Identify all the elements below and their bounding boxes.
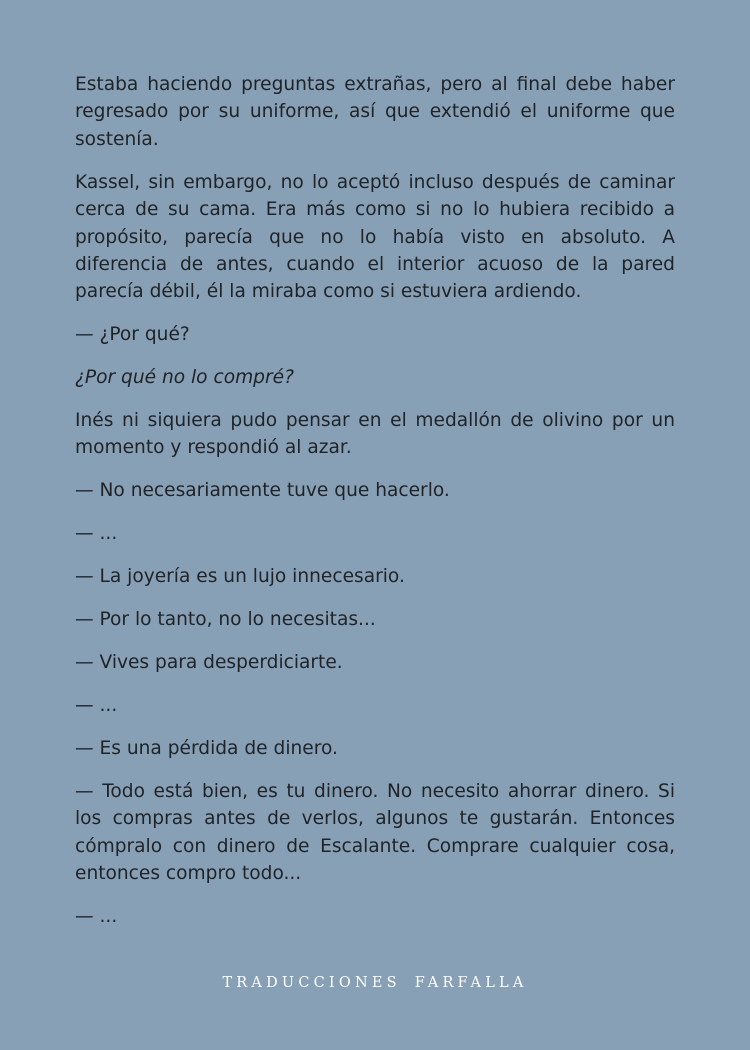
dialogue-line: — Vives para desperdiciarte. xyxy=(75,652,343,673)
dialogue-line: — ... xyxy=(75,523,118,545)
footer-word-1: TRADUCCIONES xyxy=(222,975,401,991)
paragraph-2: Kassel, sin embargo, no lo aceptó incluso después de caminar cerca de su cama. Era más como si no lo hubiera recibido a propósito, parecía que no lo había visto en absoluto. A diferencia de antes, cuando el interior acuoso de la pared parecía débil, él la miraba como si estuviera ardiendo. xyxy=(75,171,675,303)
dialogue-paragraph: — Todo está bien, es tu dinero. No necesito ahorrar dinero. Si los compras antes de verlos, algunos te gustarán. Entonces cómpralo con dinero de Escalante. Comprare cualquier cosa, entonces compro todo... xyxy=(75,780,675,884)
dialogue-line: — Es una pérdida de dinero. xyxy=(75,737,338,759)
document-body xyxy=(75,71,675,946)
dialogue-line: — ¿Por qué? xyxy=(75,324,190,346)
paragraph-1: Estaba haciendo preguntas extrañas, pero al final debe haber regresado por su uniforme, así que extendió el uniforme que sostenía. xyxy=(75,74,675,150)
paragraph-5: Inés ni siquiera pudo pensar en el medallón de olivino por un momento y respondió al azar. xyxy=(75,410,675,459)
dialogue-line: — ... xyxy=(75,694,118,716)
dialogue-line: — La joyería es un lujo innecesario. xyxy=(75,566,405,588)
dialogue-line: — No necesariamente tuve que hacerlo. xyxy=(75,480,450,502)
dialogue-line: — Por lo tanto, no lo necesitas... xyxy=(75,609,376,631)
inner-thought: ¿Por qué no lo compré? xyxy=(75,367,294,389)
footer-word-2: FARFALLA xyxy=(414,975,528,991)
dialogue-line: — ... xyxy=(75,905,118,927)
footer-credit xyxy=(0,975,750,991)
